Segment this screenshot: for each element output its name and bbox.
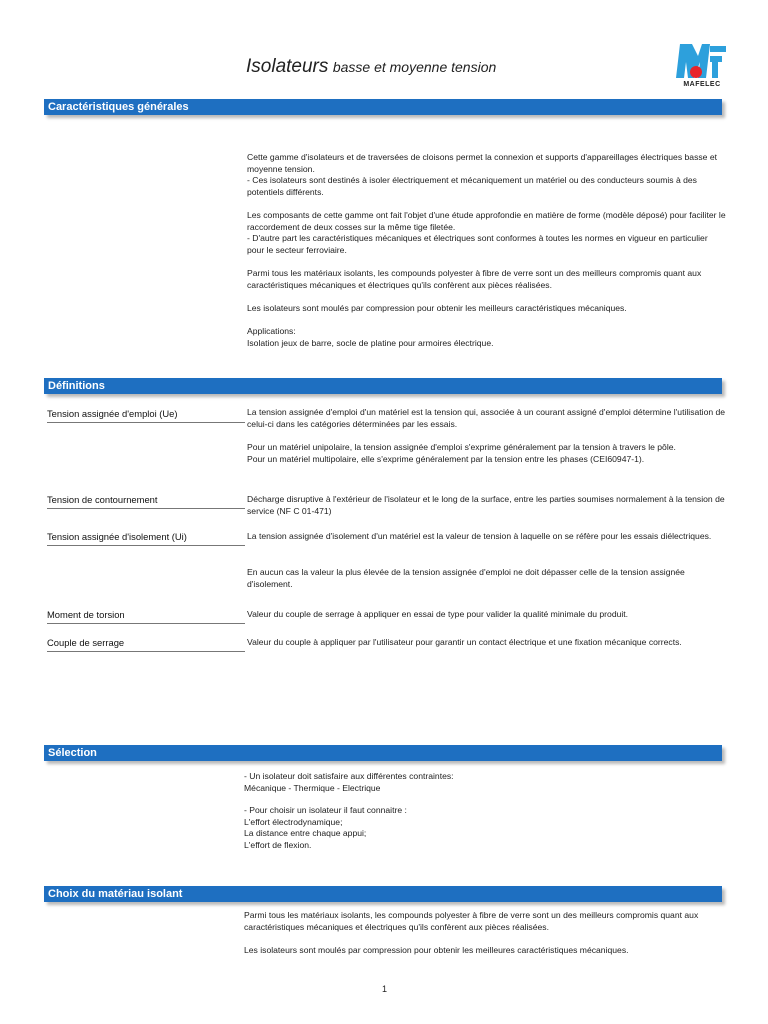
definition-term: Moment de torsion — [47, 609, 245, 624]
definition-term: Tension de contournement — [47, 494, 245, 509]
title-sub: basse et moyenne tension — [332, 59, 497, 75]
general-paragraph-1: Cette gamme d'isolateurs et de traversées de cloisons permet la connexion et supports d'appareillages électriques basse et moyenne tension. - Ces isolateurs sont destinés à isoler électriquement et mécaniquement un matériel ou des conducteurs soumis à des potentiels différents. — [247, 152, 717, 197]
material-paragraph-2: Les isolateurs sont moulés par compression pour obtenir les meilleures caractéristiques mécaniques. — [244, 945, 629, 955]
definition-text: Valeur du couple de serrage à appliquer en essai de type pour valider la qualité minimale du produit. — [247, 609, 629, 619]
definition-term: Tension assignée d'emploi (Ue) — [47, 408, 245, 423]
page-number: 1 — [382, 984, 388, 994]
material-paragraph-1: Parmi tous les matériaux isolants, les compounds polyester à fibre de verre sont un des meilleurs compromis quant aux caractéristiques mécaniques et électriques qu'ils confèrent aux pièces réalisées. — [244, 910, 699, 932]
section-header-general: Caractéristiques générales — [44, 99, 722, 115]
section-header-material: Choix du matériau isolant — [44, 886, 722, 902]
definition-text: La tension assignée d'isolement d'un matériel est la valeur de tension à laquelle on se réfère pour les essais diélectriques. — [247, 531, 712, 541]
page-title — [246, 56, 496, 78]
definition-text: Décharge disruptive à l'extérieur de l'isolateur et le long de la surface, entre les parties soumises normalement à la tension de service (NF C 01-471) — [247, 494, 725, 516]
definition-term: Couple de serrage — [47, 637, 245, 652]
section-header-selection: Sélection — [44, 745, 722, 761]
definition-term: Tension assignée d'isolement (Ui) — [47, 531, 245, 546]
title-main: Isolateurs — [246, 56, 329, 77]
general-paragraph-2: Les composants de cette gamme ont fait l'objet d'une étude approfondie en matière de forme (modèle déposé) pour faciliter le raccordement de deux cosses sur la même tige filetée. - D'autre part les caractéristiques mécaniques et électriques sont conformes à toutes les normes en vigueur en particulier pour le secteur ferroviaire. — [247, 210, 726, 255]
logo-text: MAFELEC — [683, 81, 721, 88]
general-applications: Applications: Isolation jeux de barre, socle de platine pour armoires électrique. — [247, 326, 494, 348]
definition-text: Pour un matériel unipolaire, la tension assignée d'emploi s'exprime généralement par la tension à travers le pôle. Pour un matériel multipolaire, elle s'exprime généralement par la tension entre les phases (CEI60947-1). — [247, 442, 676, 464]
section-header-definitions: Définitions — [44, 378, 722, 394]
general-paragraph-4: Les isolateurs sont moulés par compression pour obtenir les meilleurs caractéristiques mécaniques. — [247, 303, 627, 313]
definition-text: Valeur du couple à appliquer par l'utilisateur pour garantir un contact électrique et une fixation mécanique corrects. — [247, 637, 682, 647]
definition-text: La tension assignée d'emploi d'un matériel est la tension qui, associée à un courant assigné d'emploi détermine l'utilisation de celui-ci dans les catégories déterminées par les essais. — [247, 407, 726, 429]
selection-paragraph-2: - Pour choisir un isolateur il faut connaitre : L'effort électrodynamique; La distance entre chaque appui; L'effort de flexion. — [244, 805, 407, 850]
selection-paragraph-1: - Un isolateur doit satisfaire aux différentes contraintes: Mécanique - Thermique - Electrique — [244, 771, 454, 793]
general-paragraph-3: Parmi tous les matériaux isolants, les compounds polyester à fibre de verre sont un des meilleurs compromis quant aux caractéristiques mécaniques et électriques qu'ils confèrent aux pièces réalisées. — [247, 268, 702, 290]
definition-text: En aucun cas la valeur la plus élevée de la tension assignée d'emploi ne doit dépasser celle de la tension assignée d'isolement. — [247, 567, 685, 589]
